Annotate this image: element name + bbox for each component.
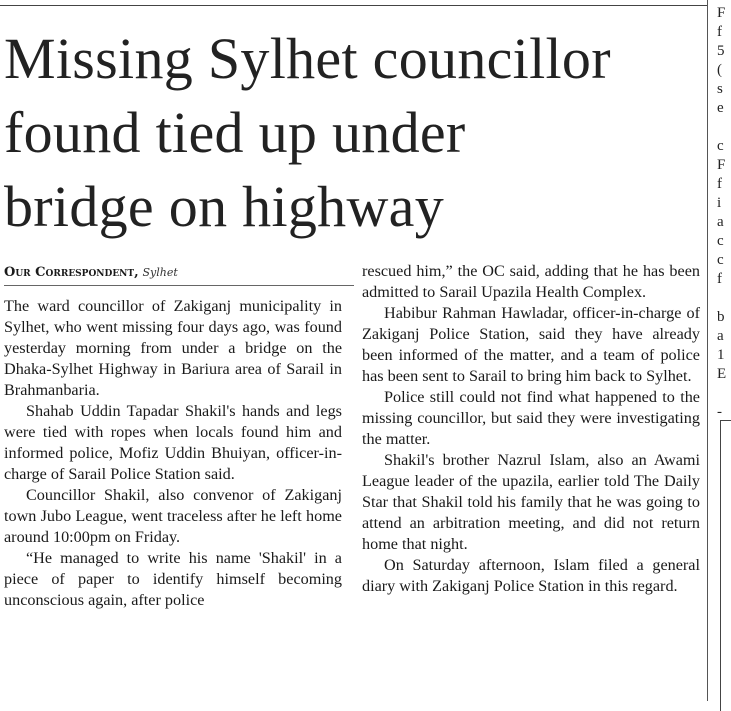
paragraph: Shahab Uddin Tapadar Shakil's hands and legs were tied with ropes when locals found him and informed police, Mofiz Uddin Bhuiyan, officer-in-charge of Sarail Police Station said. (4, 402, 342, 483)
paragraph: On Saturday afternoon, Islam filed a general diary with Zakiganj Police Station in this regard. (362, 556, 700, 595)
column-divider (707, 0, 708, 701)
article-column-2 (362, 261, 700, 597)
edge-letter (717, 384, 729, 403)
paragraph: Police still could not find what happened to the missing councillor, but said they were investigating the matter. (362, 388, 700, 448)
paragraph: “He managed to write his name 'Shakil' in a piece of paper to identify himself becoming unconscious again, after police (4, 549, 342, 609)
edge-letter: f (717, 24, 722, 40)
edge-letter: a (717, 214, 724, 230)
edge-letter: a (717, 328, 724, 344)
edge-letter: b (717, 309, 725, 325)
edge-letter: 5 (717, 43, 725, 59)
article-column-1 (4, 296, 342, 611)
adjacent-column-fragment (717, 4, 729, 422)
edge-letter: s (717, 81, 723, 97)
edge-letter: F (717, 157, 726, 173)
edge-letter: c (717, 252, 724, 268)
edge-letter: c (717, 233, 724, 249)
edge-letter: e (717, 100, 724, 116)
edge-letter: E (717, 366, 727, 382)
headline-line: found tied up under (4, 100, 466, 165)
edge-letter (717, 118, 729, 137)
paragraph: Shakil's brother Nazrul Islam, also an Awami League leader of the upazila, earlier told The Daily Star that Shakil told his family that he was going to attend an arbitration meeting, and did not return home that night. (362, 451, 700, 553)
edge-letter (717, 289, 729, 308)
edge-letter: i (717, 195, 722, 211)
edge-letter: f (717, 176, 722, 192)
headline-line: bridge on highway (4, 174, 445, 239)
adjacent-box-border (720, 420, 731, 711)
edge-letter: ( (717, 62, 722, 78)
edge-letter: c (717, 138, 724, 154)
paragraph: rescued him,” the OC said, adding that he has been admitted to Sarail Upazila Health Complex. (362, 262, 700, 301)
top-rule (0, 5, 707, 6)
edge-letter: - (717, 404, 722, 420)
byline (4, 264, 354, 286)
headline-line: Missing Sylhet councillor (4, 26, 611, 91)
edge-letter: 1 (717, 347, 725, 363)
edge-letter: f (717, 271, 722, 287)
byline-location: Sylhet (142, 266, 178, 279)
edge-letter: F (717, 5, 726, 21)
byline-author: Our Correspondent, (4, 265, 139, 280)
headline (4, 22, 704, 244)
paragraph: The ward councillor of Zakiganj municipality in Sylhet, who went missing four days ago, was found yesterday morning from under a bridge on the Dhaka-Sylhet Highway in Bariura area of Sarail in Brahmanbaria. (4, 297, 342, 399)
paragraph: Habibur Rahman Hawladar, officer-in-charge of Zakiganj Police Station, said they have already been informed of the matter, and a team of police has been sent to Sarail to bring him back to Sylhet. (362, 304, 700, 385)
paragraph: Councillor Shakil, also convenor of Zakiganj town Jubo League, went traceless after he left home around 10:00pm on Friday. (4, 486, 342, 546)
